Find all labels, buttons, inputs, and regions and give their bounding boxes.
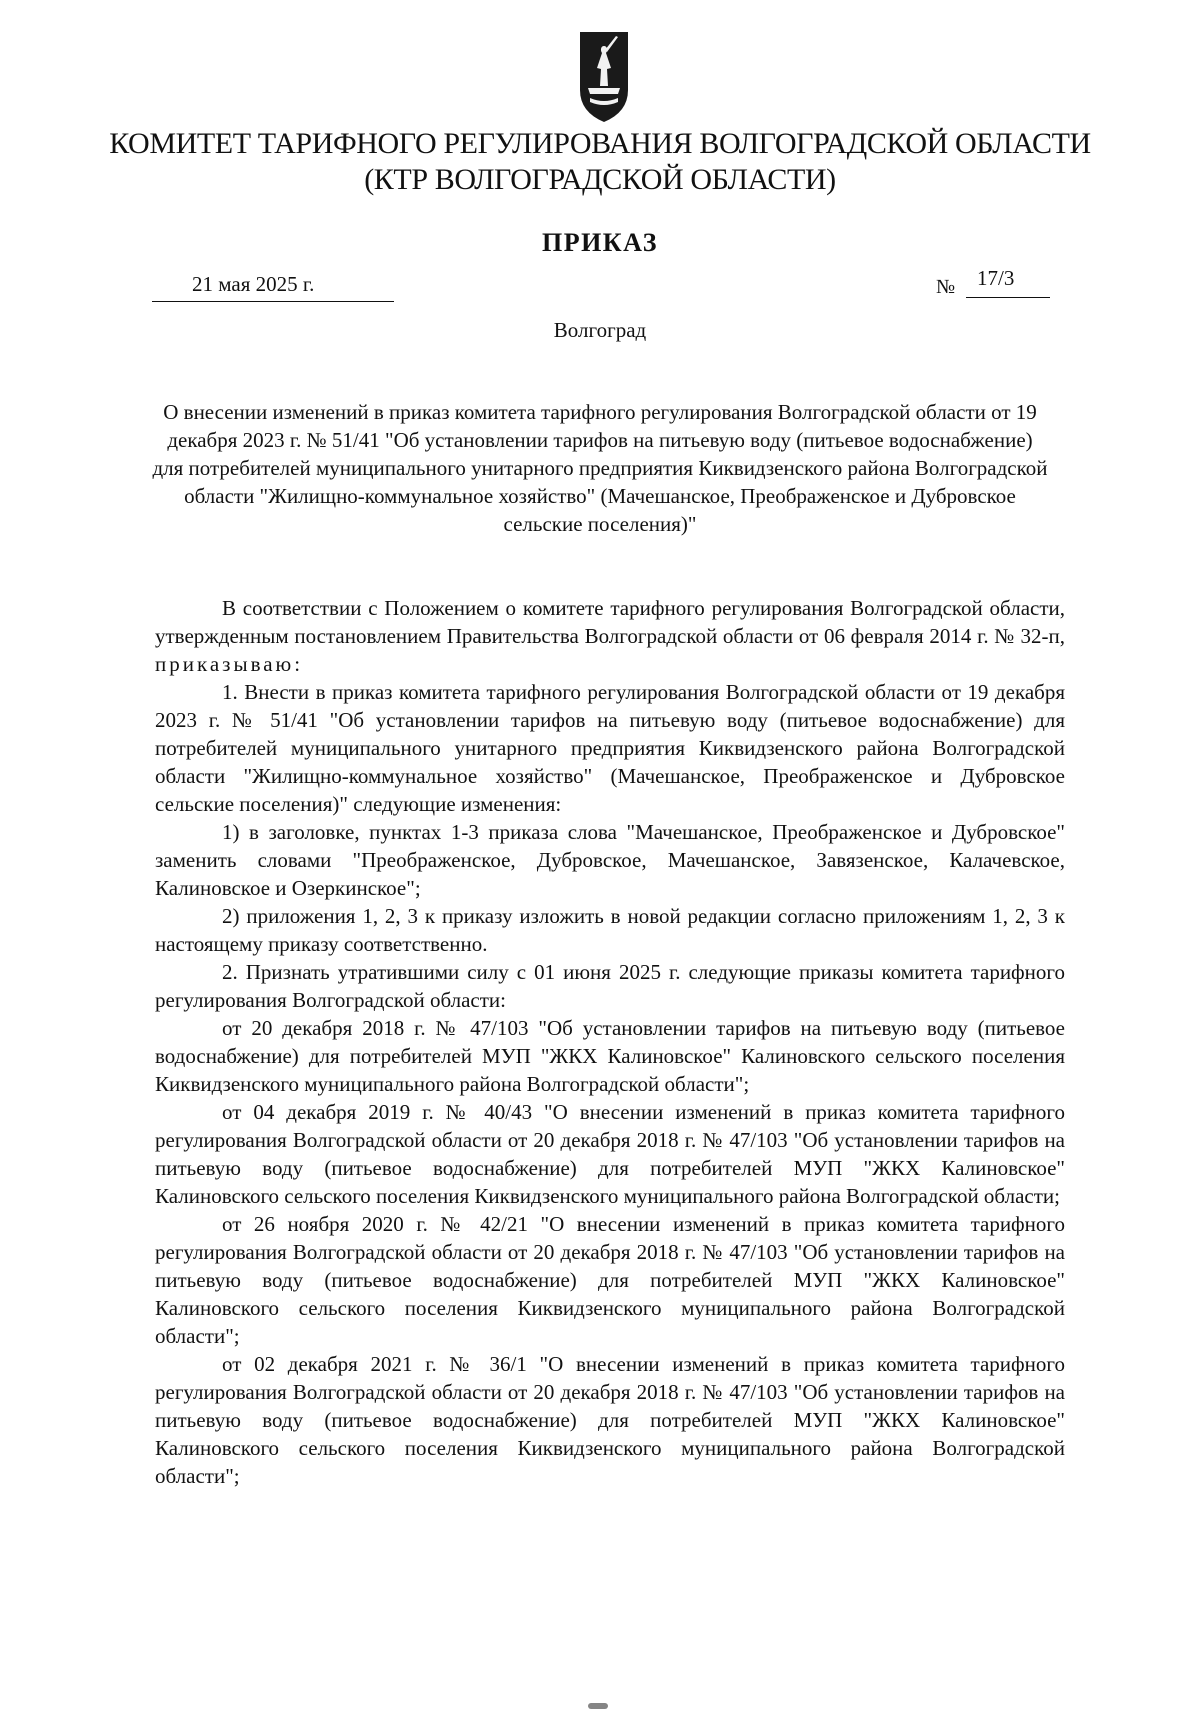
order-date: 21 мая 2025 г.: [192, 272, 315, 296]
item-1-paragraph: 1. Внести в приказ комитета тарифного регулирования Волгоградской области от 19 декабря 2023 г. № 51/41 "Об установлении тарифов на питьевую воду (питьевое водоснабжение) для потребителей муниципального унитарного предприятия Киквидзенского района Волгоградской области "Жилищно-коммунальное хозяйство" (Мачешанское, Преображенское и Дубровское сельские поселения)" следующие изменения:: [155, 680, 1065, 816]
item-1-subitem-2: 2) приложения 1, 2, 3 к приказу изложить в новой редакции согласно приложениям 1, 2, 3 к настоящему приказу соответственно.: [155, 904, 1065, 956]
repealed-order-2: от 04 декабря 2019 г. № 40/43 "О внесении изменений в приказ комитета тарифного регулирования Волгоградской области от 20 декабря 2018 г. № 47/103 "Об установлении тарифов на питьевую воду (питьевое водоснабжение) для потребителей МУП "ЖКХ Калиновское" Калиновского сельского поселения Киквидзенского муниципального района Волгоградской области;: [155, 1100, 1065, 1208]
preamble-paragraph: [155, 594, 1065, 678]
preamble-action: приказываю:: [155, 652, 304, 676]
org-name: КОМИТЕТ ТАРИФНОГО РЕГУЛИРОВАНИЯ ВОЛГОГРАДСКОЙ ОБЛАСТИ: [109, 127, 1091, 160]
org-abbreviation: (КТР ВОЛГОГРАДСКОЙ ОБЛАСТИ): [364, 163, 836, 196]
order-title: ПРИКАЗ: [541, 228, 659, 257]
order-body: [155, 594, 1065, 1490]
page-bottom-mark: [588, 1703, 608, 1709]
item-2-paragraph: 2. Признать утратившими силу с 01 июня 2025 г. следующие приказы комитета тарифного регулирования Волгоградской области:: [155, 960, 1065, 1012]
order-city: Волгоград: [553, 318, 647, 342]
volgograd-emblem-icon: [578, 28, 630, 124]
repealed-order-1: от 20 декабря 2018 г. № 47/103 "Об установлении тарифов на питьевую воду (питьевое водоснабжение) для потребителей МУП "ЖКХ Калиновское" Калиновского сельского поселения Киквидзенского муниципального района Волгоградской области";: [155, 1016, 1065, 1096]
preamble-text: В соответствии с Положением о комитете тарифного регулирования Волгоградской области, утвержденным постановлением Правительства Волгоградской области от 06 февраля 2014 г. № 32-п,: [155, 596, 1065, 648]
order-subject: О внесении изменений в приказ комитета тарифного регулирования Волгоградской области от 19 декабря 2023 г. № 51/41 "Об установлении тарифов на питьевую воду (питьевое водоснабжение) для потребителей муниципального унитарного предприятия Киквидзенского района Волгоградской области "Жилищно-коммунальное хозяйство" (Мачешанское, Преображенское и Дубровское сельские поселения)": [152, 400, 1048, 536]
item-1-subitem-1: 1) в заголовке, пунктах 1-3 приказа слова "Мачешанское, Преображенское и Дубровское" заменить словами "Преображенское, Дубровское, Мачешанское, Завязенское, Калачевское, Калиновское и Озеркинское";: [155, 820, 1065, 900]
order-number-sign: №: [936, 276, 956, 298]
order-number: 17/3: [977, 266, 1015, 290]
repealed-order-4: от 02 декабря 2021 г. № 36/1 "О внесении изменений в приказ комитета тарифного регулирования Волгоградской области от 20 декабря 2018 г. № 47/103 "Об установлении тарифов на питьевую воду (питьевое водоснабжение) для потребителей МУП "ЖКХ Калиновское" Калиновского сельского поселения Киквидзенского муниципального района Волгоградской области";: [155, 1352, 1065, 1488]
repealed-order-3: от 26 ноября 2020 г. № 42/21 "О внесении изменений в приказ комитета тарифного регулирования Волгоградской области от 20 декабря 2018 г. № 47/103 "Об установлении тарифов на питьевую воду (питьевое водоснабжение) для потребителей МУП "ЖКХ Калиновское" Калиновского сельского поселения Киквидзенского муниципального района Волгоградской области";: [155, 1212, 1065, 1348]
order-number-field: [966, 264, 1050, 298]
order-date-field: [152, 268, 394, 302]
